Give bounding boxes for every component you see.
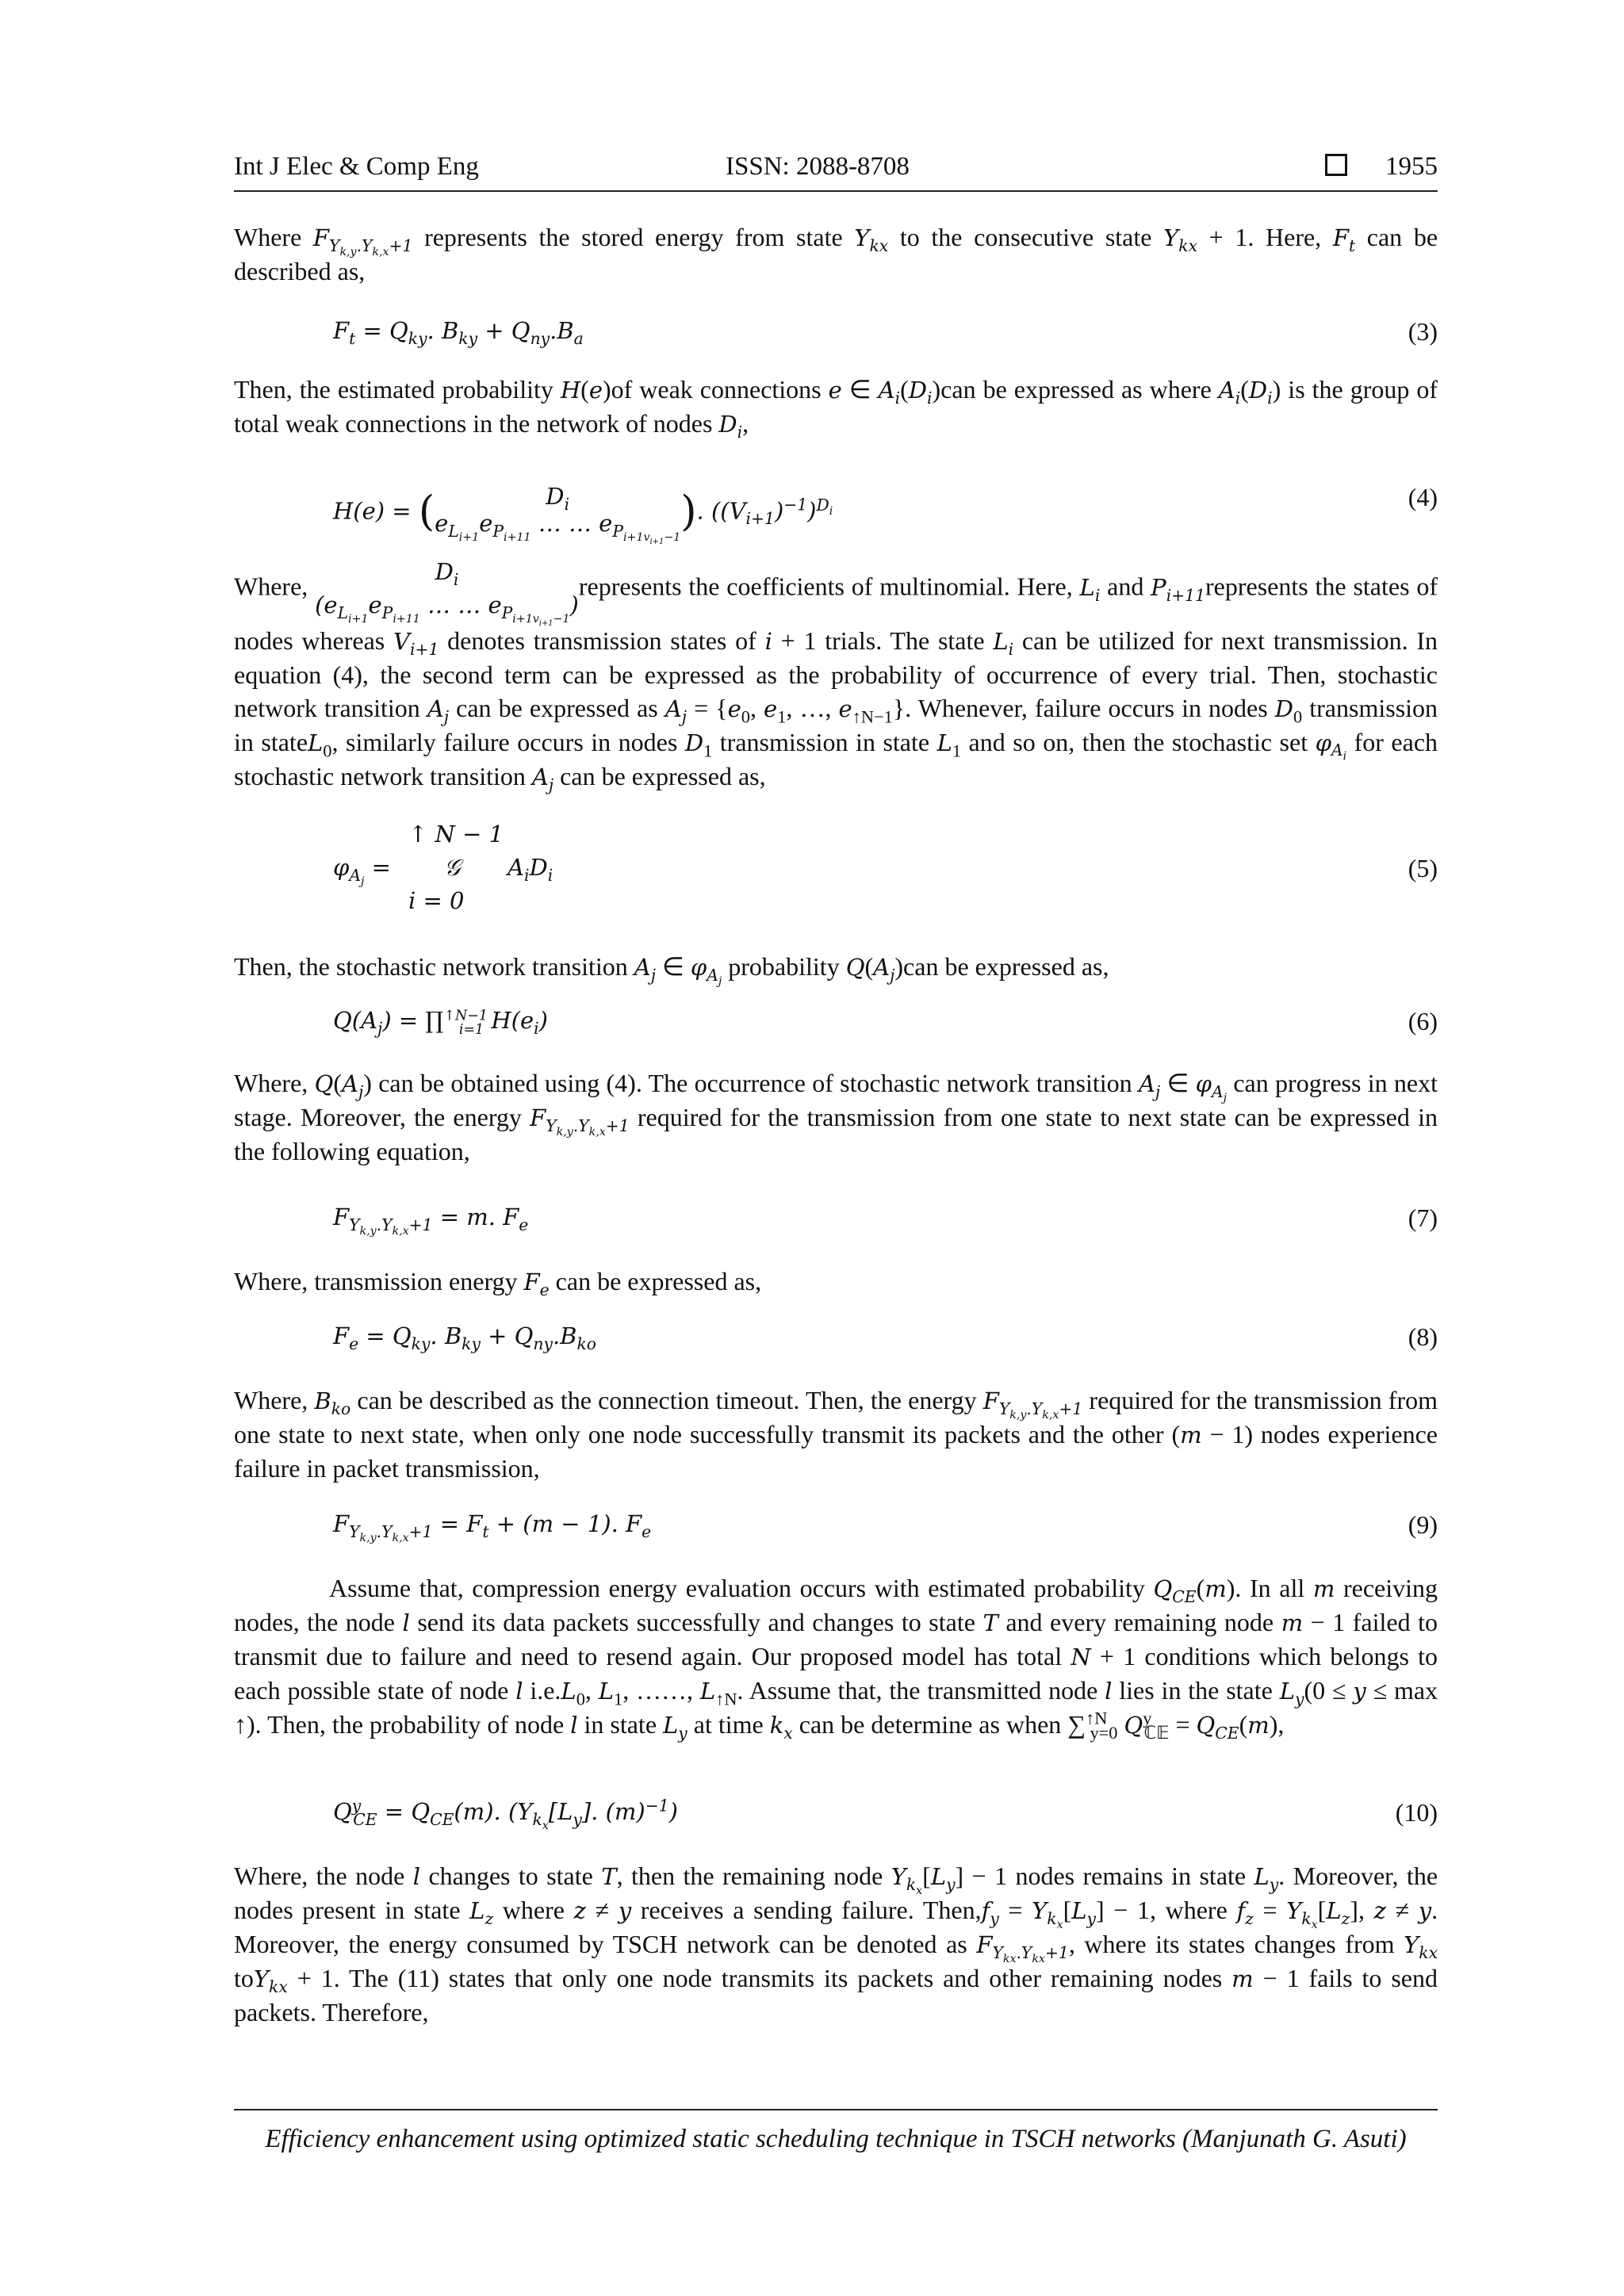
equation-3: $F_t = Q_{ky}$. $B_{ky} + Q_{ny}.B_a$ (3) [333,317,1438,348]
equation-number: (7) [1408,1203,1438,1232]
equation-number: (8) [1408,1322,1438,1351]
paragraph-5: Where, $Q(A_j)$ can be obtained using (4). The occurrence of stochastic network transition $A_j$ ∈ $\varphi_{A_j}$ can progress in next stage. Moreover, the energy $F_{Y_{k,y}.Y_{k,x}+1}$ required for the transmission from one state to next state can be expressed in the following equation, [234,1069,1438,1165]
equation-number: (9) [1408,1510,1438,1539]
issn: ISSN: 2088-8708 [726,152,910,181]
equation-number: (10) [1395,1798,1438,1827]
paragraph-9: Where, the node l changes to state T, then the remaining node $Y_{k_x}[L_y] - 1$ nodes remains in state $L_y$. Moreover, the nodes present in state $L_z$ where z ≠ y receives a sending failure. $Then,f_y = Y_{k_x}[L_y] - 1$, where $f_z = Y_{k_x}[L_z]$, z ≠ y. Moreover, the energy consumed by TSCH network can be denoted as $F_{Y_{kx}.Y_{kx}+1}$, where its states changes from $Y_{kx}$ toY$_{kx}$ + 1. The (11) states that only one node transmits its packets and other remaining nodes m − 1 fails to send packets. Therefore, [234,1862,1438,2026]
page-number-block [1325,152,1438,182]
paragraph-2: Then, the estimated probability H(e)of weak connections e ∈ $A_i(D_i)can$ be expressed as where $A_i(D_i)$ is the group of total weak connections in the network of nodes $D_i$, [234,375,1438,442]
equation-10: $Q^y_{CE} = Q_{CE}(m)$. ($Y_{k_x}[L_y]$. $(m)^{-1}$) (10) [333,1796,1438,1832]
equation-6: $Q(A_j)$ = ∏$^{↑N-1}_{i=1}$ $H(e_i)$ (6) [333,1007,1438,1038]
paragraph-6: Where, transmission energy $F_e$ can be expressed as, [234,1267,762,1299]
equation-number: (5) [1408,854,1438,882]
page-header [234,152,1438,192]
equation-7: $F_{Y_{k,y}.Y_{k,x}+1} = m$. $F_e$ (7) [333,1203,1438,1238]
equation-5: ↑ N − 1 $\varphi_{A_j}$ = 𝒢 $A_iD_i$ i = 0 (5) [333,821,1438,914]
page-number: 1955 [1385,152,1438,181]
square-icon [1325,154,1347,176]
paragraph-4: Then, the stochastic network transition $A_j$ ∈ $\varphi_{A_j}$ probability $Q(A_j)can$ be expressed as, [234,952,1109,988]
paragraph-7: Where, $B_{ko}$ can be described as the connection timeout. Then, the energy $F_{Y_{k,y}.Y_{k,x}+1}$ required for the transmission from one state to next state, when only one node successfully transmit its packets and the other (m − 1) nodes experience failure in packet transmission, [234,1386,1438,1483]
paragraph-1: Where $F_{Y_{k,y}.Y_{k,x}+1}$ represents the stored energy from state $Y_{kx}$ to the consecutive state $Y_{kx} + 1$. Here, $F_t$ can be described as, [234,223,1438,285]
equation-9: $F_{Y_{k,y}.Y_{k,x}+1} = F_t + (m - 1)$. $F_e$ (9) [333,1510,1438,1544]
page-footer: Efficiency enhancement using optimized static scheduling technique in TSCH networks (Manjunath G. Asuti) [234,2109,1438,2154]
journal-name: Int J Elec & Comp Eng [234,152,479,181]
paragraph-8: Assume that, compression energy evaluation occurs with estimated probability $Q_{CE}(m)$. In all m receiving nodes, the node l send its data packets successfully and changes to state T and every remaining node m − 1 failed to transmit due to failure and need to resend again. Our proposed model has total N + 1 conditions which belongs to each possible state of node l $i.e.L_0$, $L_1$, ……, $L_{↑N}$. Assume that, the transmitted node l lies in the state $L_y(0 \le y \le \max$ ↑). Then, the probability of node l in state $L_y$ at time $k_x$ can be determine as when ∑$^{↑N}_{y=0}$ $Q^y_{ℂ𝔼} = Q_{CE}(m)$, [234,1574,1438,1743]
equation-8: $F_e = Q_{ky}$. $B_{ky} + Q_{ny}.B_{ko}$ (8) [333,1322,1438,1353]
equation-number: (4) [1408,483,1438,511]
equation-number: (6) [1408,1007,1438,1035]
paragraph-3: Where, $D_i$ ($e_{L_{i+1}}e_{P_{i+11}}$ … … $e_{P_{i+1v_{i+1}-1}}$) represents the coefficients of multinomial. Here, $L_i$ and $P_{i+11}represents$ the states of nodes whereas $V_{i+1}$ denotes transmission states of i + 1 trials. The state $L_i$ can be utilized for next transmission. In equation (4), the second term can be expressed as the probability of occurrence of every trial. Then, stochastic network transition $A_j$ can be expressed as $A_j = \{e_0$, $e_1$, …, $e_{↑N-1}$}. Whenever, failure occurs in nodes $D_0$ transmission in stateL$_0$, similarly failure occurs in nodes $D_1$ transmission in state $L_1$ and so on, then the stochastic set $\varphi_{A_i}$ for each stochastic network transition $A_j$ can be expressed as, [234,558,1438,794]
equation-number: (3) [1408,317,1438,346]
equation-4: H(e) = ( $D_i$ $e_{L_{i+1}}e_{P_{i+11}}$ … … $e_{P_{i+1v_{i+1}-1}}$ ). $((V_{i+1})^{-1})^{D_i}$ (4) [333,483,1438,546]
